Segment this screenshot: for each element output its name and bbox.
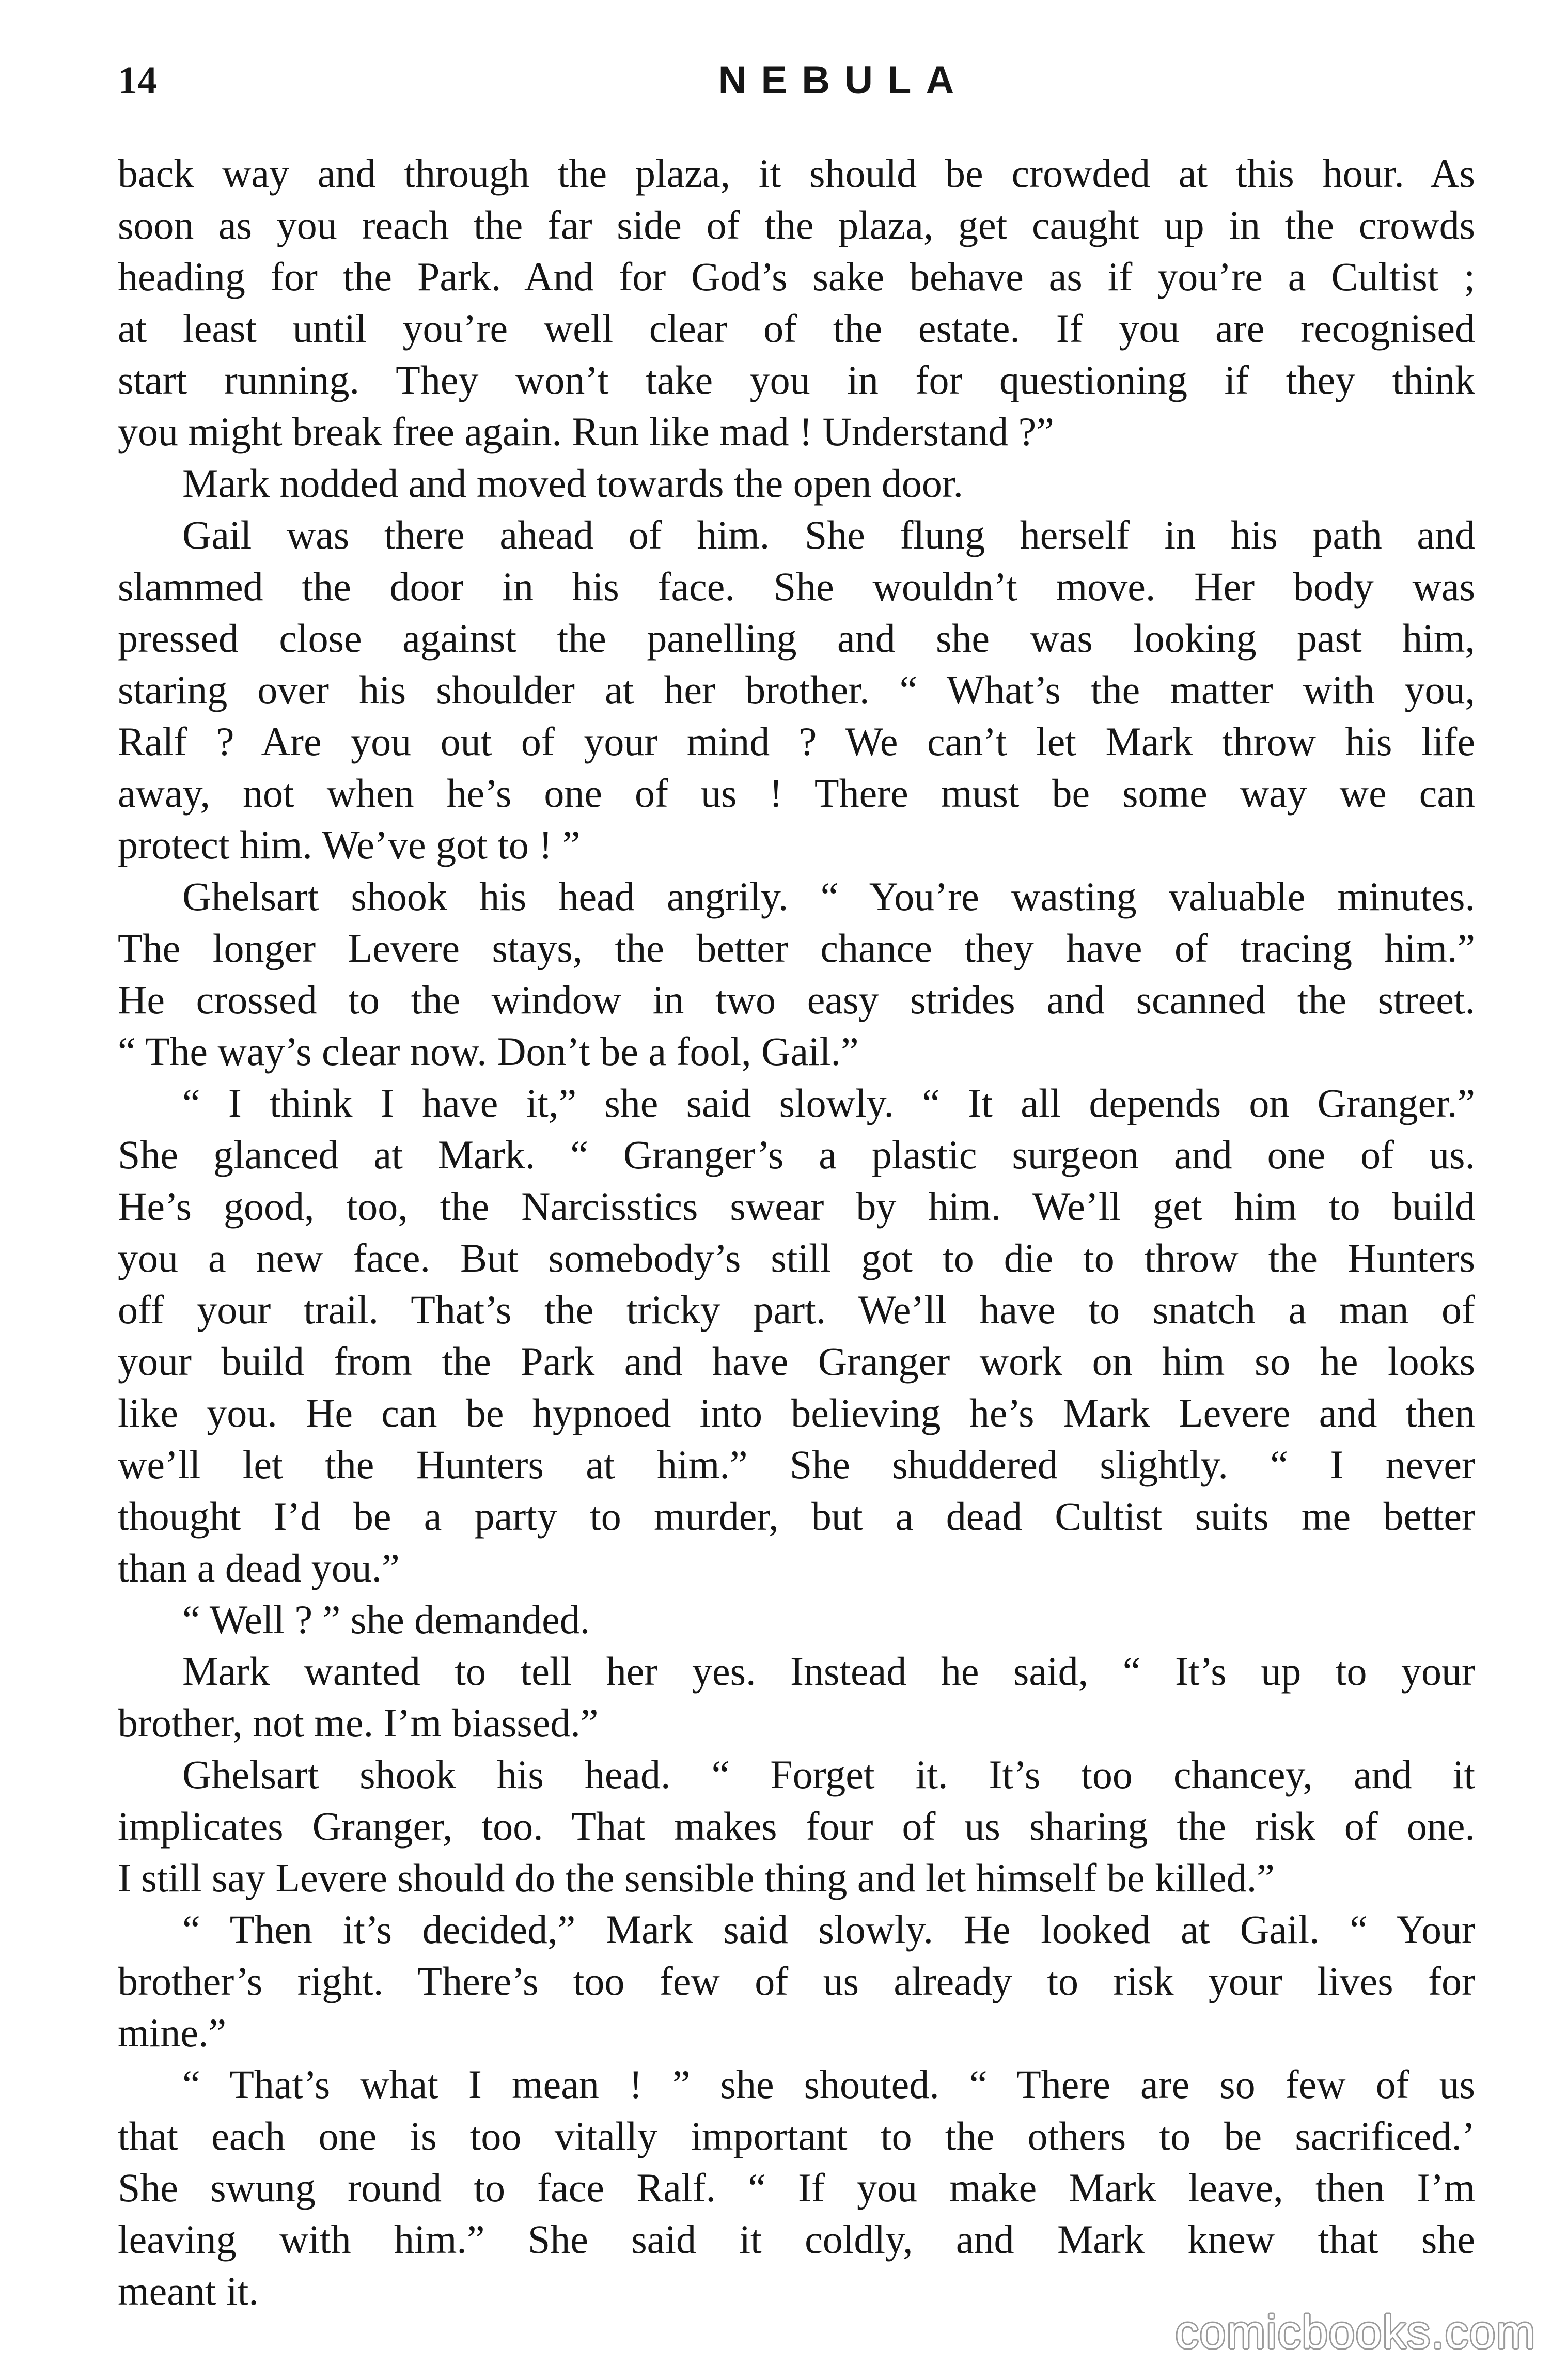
text-line: we’ll let the Hunters at him.” She shuddered slightly. “ I never bbox=[118, 1442, 1475, 1487]
text-line: you a new face. But somebody’s still got to die to throw the Hunters bbox=[118, 1235, 1475, 1280]
text-line: your build from the Park and have Granger work on him so he looks bbox=[118, 1339, 1475, 1384]
text-line: She swung round to face Ralf. “ If you make Mark leave, then I’m bbox=[118, 2165, 1475, 2210]
text-line: leaving with him.” She said it coldly, and Mark knew that she bbox=[118, 2217, 1475, 2262]
text-line: Mark wanted to tell her yes. Instead he said, “ It’s up to your bbox=[182, 1649, 1475, 1694]
text-line: back way and through the plaza, it should be crowded at this hour. As bbox=[118, 151, 1475, 196]
text-line: off your trail. That’s the tricky part. We’ll have to snatch a man of bbox=[118, 1287, 1475, 1332]
page-number: 14 bbox=[118, 59, 157, 102]
text-line: soon as you reach the far side of the plaza, get caught up in the crowds bbox=[118, 202, 1475, 247]
text-line: like you. He can be hypnoed into believing he’s Mark Levere and then bbox=[118, 1390, 1475, 1435]
text-line: “ Then it’s decided,” Mark said slowly. He looked at Gail. “ Your bbox=[182, 1907, 1475, 1952]
text-line: heading for the Park. And for God’s sake behave as if you’re a Cultist ; bbox=[118, 254, 1475, 299]
text-line: “ That’s what I mean ! ” she shouted. “ There are so few of us bbox=[182, 2062, 1475, 2107]
text-line: thought I’d be a party to murder, but a dead Cultist suits me better bbox=[118, 1494, 1475, 1539]
running-head bbox=[118, 50, 1481, 112]
magazine-title: NEBULA bbox=[718, 58, 969, 102]
story-text bbox=[118, 148, 1475, 2317]
text-line: She glanced at Mark. “ Granger’s a plastic surgeon and one of us. bbox=[118, 1132, 1475, 1177]
text-line: Gail was there ahead of him. She flung herself in his path and bbox=[182, 512, 1475, 557]
text-line: staring over his shoulder at her brother. “ What’s the matter with you, bbox=[118, 667, 1475, 712]
text-line: pressed close against the panelling and she was looking past him, bbox=[118, 616, 1475, 661]
text-line: start running. They won’t take you in for questioning if they think bbox=[118, 357, 1475, 402]
text-line: Ralf ? Are you out of your mind ? We can’t let Mark throw his life bbox=[118, 719, 1475, 764]
text-line: than a dead you.” bbox=[118, 1545, 400, 1590]
text-line: meant it. bbox=[118, 2268, 259, 2313]
text-line: slammed the door in his face. She wouldn’t move. Her body was bbox=[118, 564, 1475, 609]
text-line: “ The way’s clear now. Don’t be a fool, Gail.” bbox=[118, 1029, 859, 1074]
text-line: you might break free again. Run like mad ! Understand ?” bbox=[118, 409, 1054, 454]
text-line: Mark nodded and moved towards the open door. bbox=[182, 461, 964, 506]
text-line: away, not when he’s one of us ! There must be some way we can bbox=[118, 771, 1475, 816]
text-line: He’s good, too, the Narcisstics swear by him. We’ll get him to build bbox=[118, 1184, 1475, 1229]
text-line: The longer Levere stays, the better chance they have of tracing him.” bbox=[118, 926, 1475, 970]
text-line: at least until you’re well clear of the estate. If you are recognised bbox=[118, 306, 1475, 351]
text-line: “ I think I have it,” she said slowly. “ It all depends on Granger.” bbox=[182, 1081, 1475, 1125]
text-line: Ghelsart shook his head. “ Forget it. It’s too chancey, and it bbox=[182, 1752, 1475, 1797]
text-line: implicates Granger, too. That makes four of us sharing the risk of one. bbox=[118, 1804, 1475, 1849]
text-line: “ Well ? ” she demanded. bbox=[182, 1597, 590, 1642]
text-line: that each one is too vitally important to the others to be sacrificed.’ bbox=[118, 2113, 1475, 2158]
text-line: mine.” bbox=[118, 2010, 227, 2055]
text-line: He crossed to the window in two easy strides and scanned the street. bbox=[118, 977, 1475, 1022]
text-line: brother, not me. I’m biassed.” bbox=[118, 1700, 599, 1745]
watermark: comicbooks.com bbox=[1175, 2307, 1536, 2358]
text-line: brother’s right. There’s too few of us already to risk your lives for bbox=[118, 1959, 1475, 2003]
text-line: protect him. We’ve got to ! ” bbox=[118, 822, 581, 867]
text-line: I still say Levere should do the sensible thing and let himself be killed.” bbox=[118, 1855, 1275, 1900]
text-line: Ghelsart shook his head angrily. “ You’re wasting valuable minutes. bbox=[182, 874, 1475, 919]
